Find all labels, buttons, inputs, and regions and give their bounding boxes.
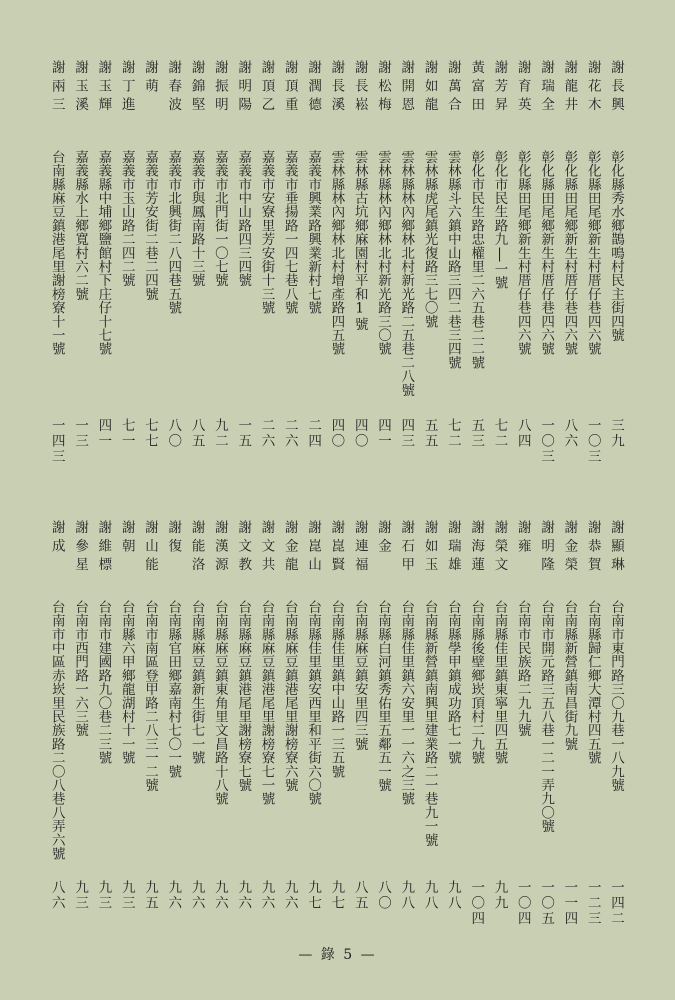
upper-entry-addr: 雲林縣林內鄉林北村新光路三〇號 <box>375 150 391 356</box>
lower-entry-num: 九七 <box>328 880 345 911</box>
upper-entry-addr: 嘉義市北門街一〇七號 <box>211 150 228 287</box>
lower-entry-addr: 台南縣新營鎮南興里建業路二一巷九一號 <box>421 600 438 847</box>
upper-entry-name: 謝玉溪 <box>72 60 89 116</box>
lower-entry-num: 一四二 <box>608 880 624 927</box>
upper-entry-num: 七二 <box>491 418 508 449</box>
upper-entry-name: 謝瑞全 <box>538 60 555 116</box>
upper-entry-addr: 雲林縣虎尾鎮光復路三七〇號 <box>421 150 438 329</box>
lower-entry-addr: 台南縣麻豆鎮東角里文昌路十八號 <box>211 600 228 806</box>
upper-entry-num: 四〇 <box>328 418 345 449</box>
lower-entry-name: 謝明隆 <box>538 520 555 576</box>
lower-entry-name: 謝雍 <box>514 520 531 557</box>
lower-entry-addr: 台南縣官田鄉嘉南村七〇一號 <box>165 600 182 779</box>
upper-entry-num: 四一 <box>375 418 391 449</box>
lower-entry-name: 謝連福 <box>351 520 368 576</box>
upper-entry-addr: 嘉義市玉山路二四二號 <box>118 150 135 287</box>
upper-entry-addr: 雲林縣古坑鄉麻園村平和1號 <box>351 150 368 331</box>
upper-entry-name: 謝玉輝 <box>95 60 112 116</box>
upper-entry-num: 八五 <box>188 418 205 449</box>
upper-entry-num: 二四 <box>305 418 322 449</box>
upper-entry-addr: 台南縣麻豆鎮港尾里謝榜寮十一號 <box>48 150 65 356</box>
lower-entry-addr: 台南縣白河鎮秀佑里五鄰五一號 <box>375 600 391 792</box>
lower-entry-num: 九六 <box>188 880 205 911</box>
lower-entry-num: 九六 <box>258 880 275 911</box>
upper-entry-name: 謝兩三 <box>48 60 65 116</box>
upper-entry-addr: 雲林縣林內鄉林北村新光路二五巷二八號 <box>398 150 415 397</box>
page-number: — 錄 5 — <box>298 947 377 963</box>
lower-entry-addr: 台南縣麻豆鎮港尾里謝榜寮七號 <box>235 600 252 792</box>
lower-entry-addr: 台南縣歸仁鄉大潭村四五號 <box>584 600 601 765</box>
lower-entry-name: 謝山能 <box>142 520 158 576</box>
lower-entry-name: 謝恭賀 <box>584 520 601 576</box>
upper-entry-num: 八〇 <box>165 418 182 449</box>
upper-entry-addr: 雲林縣林內鄉林北村增產路四五號 <box>328 150 345 356</box>
lower-entry-name: 謝石甲 <box>398 520 415 576</box>
lower-entry-name: 謝復 <box>165 520 182 557</box>
upper-entry-name: 謝松梅 <box>375 60 391 116</box>
lower-entry-name: 謝文共 <box>258 520 275 576</box>
lower-entry-name: 謝榮文 <box>491 520 508 576</box>
upper-entry-name: 謝振明 <box>211 60 228 116</box>
lower-entry-name: 謝朝 <box>118 520 135 557</box>
lower-entry-addr: 台南市民族路二九九號 <box>514 600 531 737</box>
lower-entry-addr: 台南縣新營鎮南昌街九號 <box>561 600 578 751</box>
upper-entry-name: 謝育英 <box>514 60 531 116</box>
upper-entry-name: 謝春波 <box>165 60 182 116</box>
upper-entry-name: 謝錦堅 <box>188 60 205 116</box>
upper-entry-addr: 嘉義市興業路興業新村七號 <box>305 150 322 315</box>
lower-entry-name: 謝維標 <box>95 520 112 576</box>
lower-entry-name: 謝金 <box>375 520 391 557</box>
upper-entry-addr: 嘉義市中山路四三四號 <box>235 150 252 287</box>
lower-entry-name: 謝崑山 <box>305 520 322 576</box>
upper-entry-name: 黃富田 <box>468 60 485 116</box>
lower-entry-num: 八六 <box>48 880 65 911</box>
upper-entry-addr: 彰化縣田尾鄉新生村厝仔巷四六號 <box>514 150 531 356</box>
lower-entry-addr: 台南市南區登甲路二八三一二號 <box>142 600 158 792</box>
lower-entry-addr: 台南縣佳里鎮六安里一一六之三號 <box>398 600 415 806</box>
upper-entry-name: 謝龍井 <box>561 60 578 116</box>
upper-entry-name: 謝花木 <box>584 60 601 116</box>
upper-entry-addr: 嘉義市垂揚路一四七巷八號 <box>281 150 298 315</box>
lower-entry-num: 九三 <box>72 880 89 911</box>
upper-entry-num: 四三 <box>398 418 415 449</box>
lower-entry-name: 謝如玉 <box>421 520 438 576</box>
upper-entry-name: 謝潤德 <box>305 60 322 116</box>
lower-entry-name: 謝漢源 <box>211 520 228 576</box>
upper-entry-num: 一四三 <box>48 418 65 465</box>
upper-entry-num: 七一 <box>118 418 135 449</box>
lower-entry-addr: 台南縣佳里鎮中山路一三五號 <box>328 600 345 779</box>
lower-entry-name: 謝文教 <box>235 520 252 576</box>
lower-entry-addr: 台南縣學甲鎮成功路七一號 <box>444 600 461 765</box>
lower-entry-addr: 台南縣麻豆鎮港尾里謝榜寮六號 <box>281 600 298 792</box>
lower-entry-name: 謝參星 <box>72 520 89 576</box>
lower-entry-num: 一二三 <box>584 880 601 927</box>
upper-entry-addr: 彰化縣田尾鄉新生村厝仔巷四六號 <box>538 150 555 356</box>
upper-entry-num: 八四 <box>514 418 531 449</box>
upper-entry-name: 謝開恩 <box>398 60 415 116</box>
lower-entry-num: 九六 <box>235 880 252 911</box>
lower-entry-name: 謝能洛 <box>188 520 205 576</box>
upper-entry-addr: 嘉義縣中埔鄉鹽館村下庄仔十七號 <box>95 150 112 356</box>
lower-entry-addr: 台南市東門路三〇九巷一八九號 <box>608 600 624 792</box>
lower-entry-addr: 台南市西門路一六三號 <box>72 600 89 737</box>
lower-entry-num: 八〇 <box>375 880 391 911</box>
upper-entry-name: 謝萌 <box>142 60 158 97</box>
lower-entry-addr: 台南市開元路三五八巷一二一弄九〇號 <box>538 600 555 833</box>
lower-entry-num: 九六 <box>165 880 182 911</box>
lower-entry-num: 九三 <box>95 880 112 911</box>
lower-entry-name: 謝崑賢 <box>328 520 345 576</box>
upper-entry-name: 謝頂重 <box>281 60 298 116</box>
lower-entry-addr: 台南市中區赤崁里民族路二〇八巷八弄六號 <box>48 600 65 861</box>
upper-entry-name: 謝長興 <box>608 60 624 116</box>
upper-entry-addr: 雲林縣斗六鎮中山路三四二巷三四號 <box>444 150 461 370</box>
lower-entry-addr: 台南縣佳里鎮安西里和平街六〇號 <box>305 600 322 806</box>
upper-entry-num: 五五 <box>421 418 438 449</box>
lower-entry-addr: 台南縣後壁鄉崁頂村二九號 <box>468 600 485 765</box>
upper-entry-name: 謝長崧 <box>351 60 368 116</box>
upper-entry-name: 謝丁進 <box>118 60 135 116</box>
upper-entry-addr: 彰化縣田尾鄉新生村厝仔巷四六號 <box>561 150 578 356</box>
upper-entry-num: 二六 <box>281 418 298 449</box>
upper-entry-num: 七七 <box>142 418 158 449</box>
upper-entry-num: 七二 <box>444 418 461 449</box>
lower-entry-num: 九三 <box>118 880 135 911</box>
lower-entry-addr: 台南市建國路九〇巷二三號 <box>95 600 112 765</box>
upper-entry-addr: 彰化市民生路忠權里二六五巷二二號 <box>468 150 485 370</box>
upper-entry-name: 謝芳昇 <box>491 60 508 116</box>
lower-entry-name: 謝顯琳 <box>608 520 624 576</box>
upper-entry-num: 一三 <box>72 418 89 449</box>
lower-entry-num: 九八 <box>421 880 438 911</box>
lower-entry-name: 謝成 <box>48 520 65 557</box>
upper-entry-num: 八六 <box>561 418 578 449</box>
lower-entry-addr: 台南縣佳里鎮東寧里四五號 <box>491 600 508 765</box>
lower-entry-num: 一〇四 <box>468 880 485 927</box>
upper-entry-addr: 嘉義市與鳳南路十三號 <box>188 150 205 287</box>
upper-entry-num: 一〇三 <box>584 418 601 465</box>
lower-entry-addr: 台南縣六甲鄉龍湖村十一號 <box>118 600 135 765</box>
lower-entry-num: 一一四 <box>561 880 578 927</box>
lower-entry-num: 九八 <box>444 880 461 911</box>
upper-entry-num: 三九 <box>608 418 624 449</box>
lower-entry-num: 九六 <box>281 880 298 911</box>
upper-entry-num: 九二 <box>211 418 228 449</box>
lower-entry-name: 謝瑞雄 <box>444 520 461 576</box>
lower-entry-num: 一〇五 <box>538 880 555 927</box>
lower-entry-num: 九六 <box>211 880 228 911</box>
upper-entry-addr: 嘉義市安寮里芳安街十三號 <box>258 150 275 315</box>
lower-entry-name: 謝海蓮 <box>468 520 485 576</box>
lower-entry-num: 九八 <box>398 880 415 911</box>
upper-entry-name: 謝萬合 <box>444 60 461 116</box>
upper-entry-num: 四〇 <box>351 418 368 449</box>
lower-entry-num: 九七 <box>305 880 322 911</box>
upper-entry-name: 謝頂乙 <box>258 60 275 116</box>
upper-entry-num: 一〇三 <box>538 418 555 465</box>
upper-entry-name: 謝如龍 <box>421 60 438 116</box>
upper-entry-name: 謝明陽 <box>235 60 252 116</box>
lower-entry-name: 謝金榮 <box>561 520 578 576</box>
upper-entry-num: 二六 <box>258 418 275 449</box>
upper-entry-addr: 彰化縣秀水鄉鵲鳴村民主街四號 <box>608 150 624 342</box>
lower-entry-addr: 台南縣麻豆鎮安里四三號 <box>351 600 368 751</box>
lower-entry-addr: 台南縣麻豆鎮港尾里謝榜寮七一號 <box>258 600 275 806</box>
upper-entry-addr: 嘉義市北興街二八四巷五號 <box>165 150 182 315</box>
upper-entry-num: 四一 <box>95 418 112 449</box>
upper-entry-addr: 嘉義市芳安街二巷二四號 <box>142 150 158 301</box>
lower-entry-addr: 台南縣麻豆鎮新生街七一號 <box>188 600 205 765</box>
lower-entry-name: 謝金龍 <box>281 520 298 576</box>
lower-entry-num: 九九 <box>491 880 508 911</box>
upper-entry-name: 謝長溪 <box>328 60 345 116</box>
lower-entry-num: 一〇四 <box>514 880 531 927</box>
lower-entry-num: 九五 <box>142 880 158 911</box>
upper-entry-num: 五三 <box>468 418 485 449</box>
lower-entry-num: 八五 <box>351 880 368 911</box>
upper-entry-addr: 嘉義縣水上鄉寬村六二號 <box>72 150 89 301</box>
upper-entry-addr: 彰化市民生路九|一號 <box>491 150 508 290</box>
upper-entry-num: 一五 <box>235 418 252 449</box>
upper-entry-addr: 彰化縣田尾鄉新生村厝仔巷四六號 <box>584 150 601 356</box>
